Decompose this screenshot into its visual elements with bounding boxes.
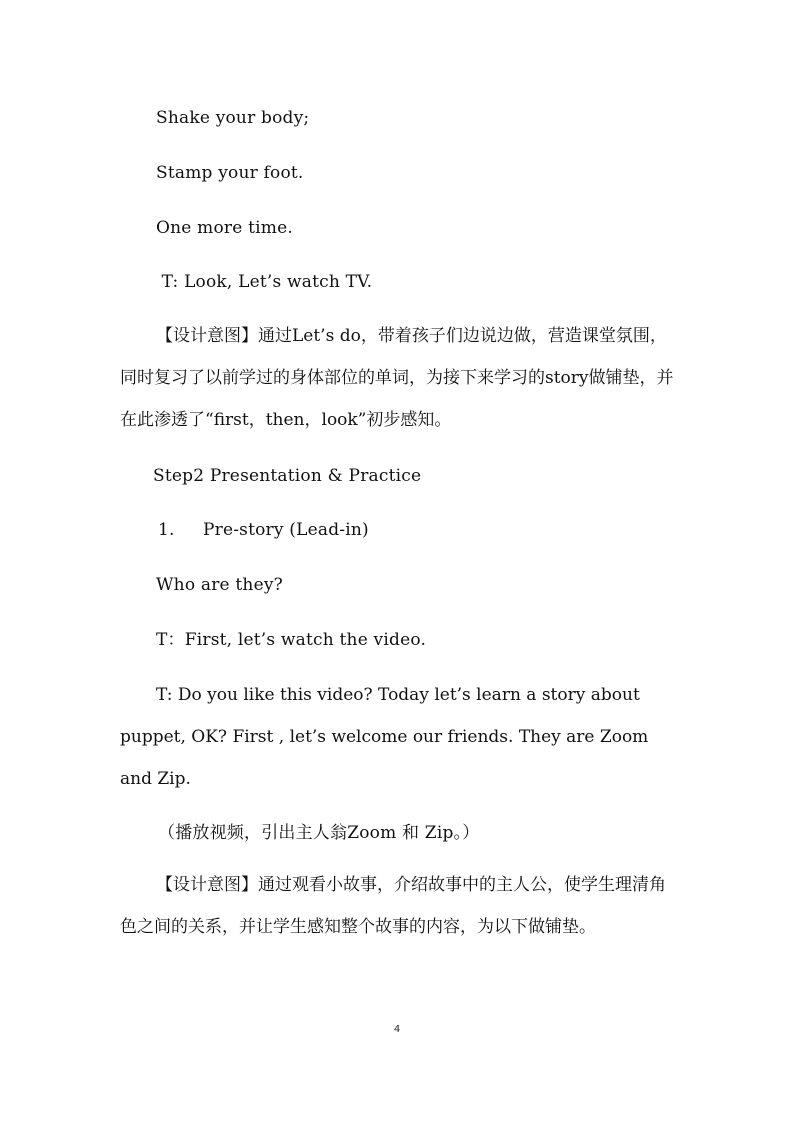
step2-heading: Step2 Presentation & Practice: [153, 466, 422, 486]
page-number: 4: [393, 1024, 401, 1035]
text-line-shake: Shake your body;: [156, 108, 310, 128]
text-line-who: Who are they?: [156, 575, 283, 595]
text-line-one-more: One more time.: [156, 218, 293, 238]
design-intent-paragraph-2: [120, 864, 680, 948]
text-line-watch-tv: T: Look, Let’s watch TV.: [156, 272, 373, 292]
text-line-stamp: Stamp your foot.: [156, 163, 304, 183]
play-video-note: （播放视频，引出主人翁Zoom 和 Zip。）: [158, 823, 480, 843]
dialogue-text: T: Do you like this video? Today let’s learn a story about puppet, OK? First , let’s welcome our friends. They are Zoom and Zip.: [120, 685, 649, 789]
list-item-number: 1.: [158, 520, 175, 540]
design-intent-paragraph-1: [120, 315, 680, 441]
design-intent-text-2: 【设计意图】通过观看小故事，介绍故事中的主人公，使学生理清角色之间的关系，并让学生感知整个故事的内容，为以下做铺垫。: [120, 875, 666, 937]
dialogue-paragraph: [120, 674, 680, 800]
design-intent-text-1: 【设计意图】通过Let’s do，带着孩子们边说边做，营造课堂氛围，同时复习了以前学过的身体部位的单词，为接下来学习的story做铺垫，并在此渗透了“first，then，look”初步感知。: [120, 326, 674, 430]
text-line-first-video: T：First, let’s watch the video.: [156, 630, 427, 650]
list-item-text: Pre-story (Lead-in): [203, 520, 369, 540]
